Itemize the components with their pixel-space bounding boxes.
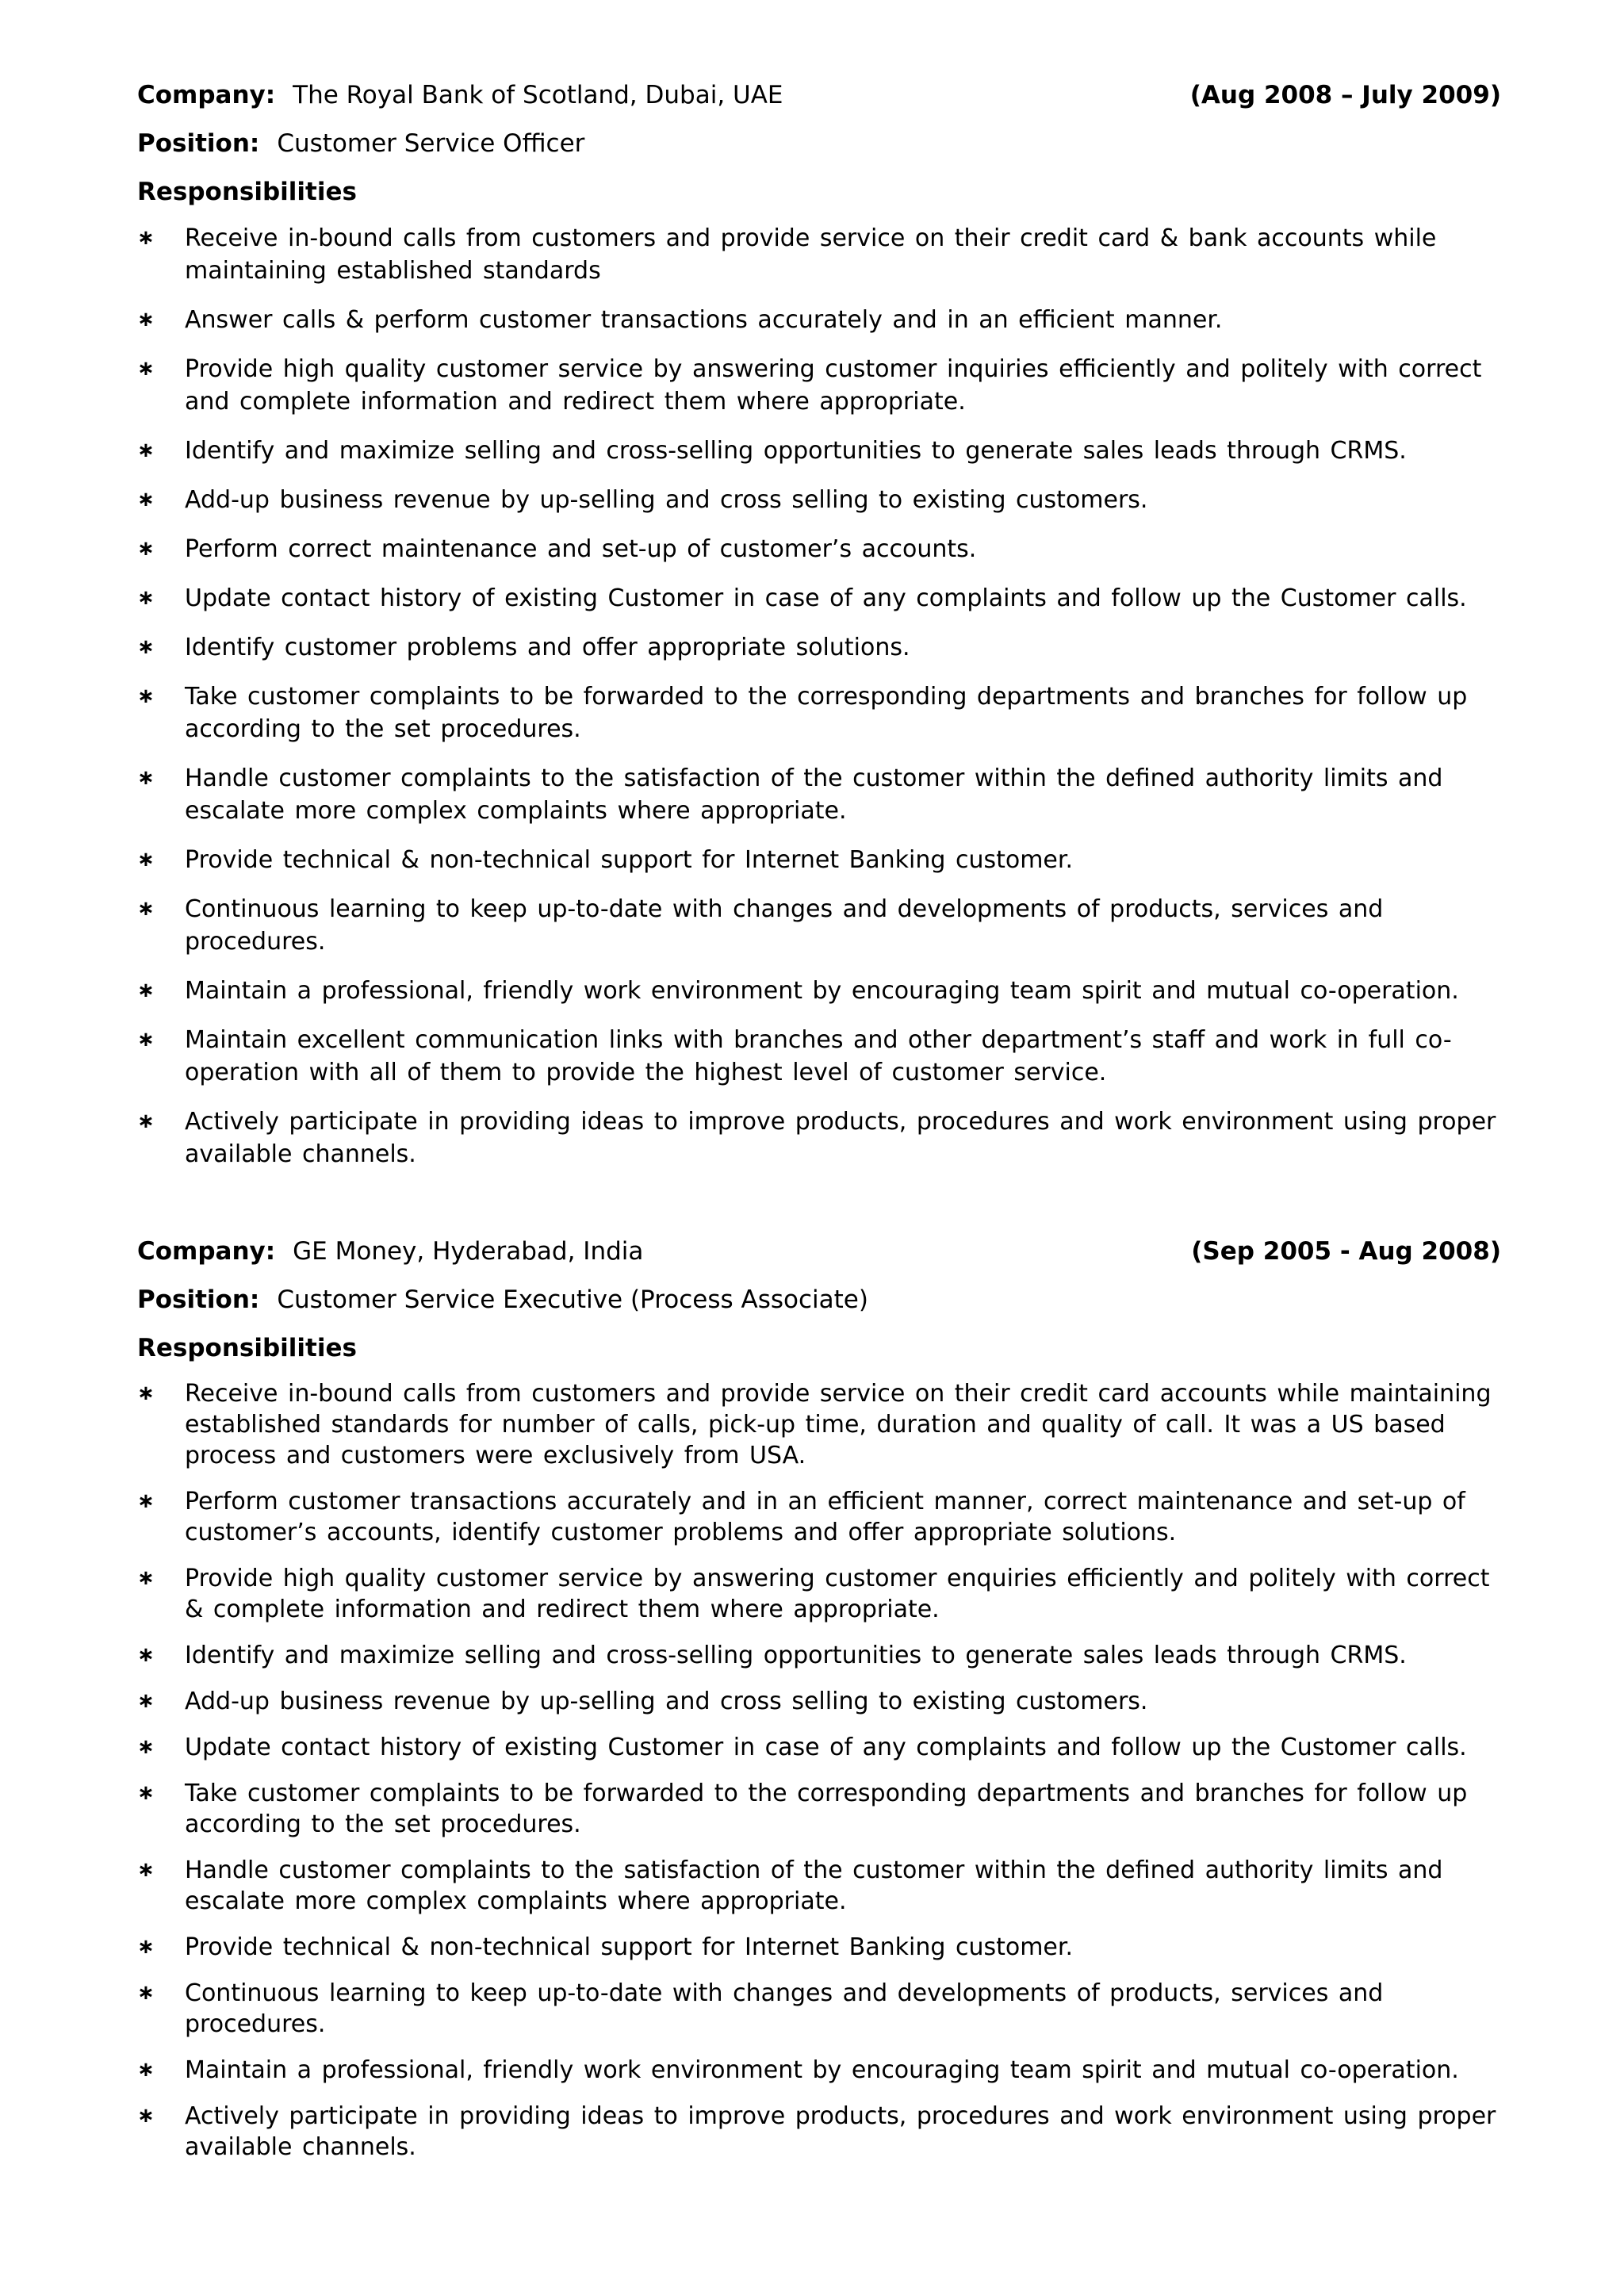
responsibility-item (137, 762, 1501, 827)
asterisk-icon: ∗ (137, 635, 155, 659)
responsibility-text: Handle customer complaints to the satisfaction of the customer within the defined authority limits and escalate more complex complaints where appropriate. (185, 764, 1443, 825)
asterisk-icon: ∗ (137, 1109, 155, 1133)
responsibility-text: Maintain a professional, friendly work environment by encouraging team spirit and mutual co-operation. (185, 977, 1459, 1005)
asterisk-icon: ∗ (137, 1028, 155, 1052)
job-section-rbs (137, 79, 1501, 1170)
asterisk-icon: ∗ (137, 439, 155, 462)
responsibility-text: Provide technical & non-technical support for Internet Banking customer. (185, 846, 1073, 874)
responsibility-item (137, 1105, 1501, 1170)
asterisk-icon: ∗ (137, 2058, 155, 2082)
responsibility-text: Identify and maximize selling and cross-selling opportunities to generate sales leads through CRMS. (185, 1642, 1407, 1669)
responsibilities-heading: Responsibilities (137, 1334, 357, 1362)
responsibility-item (137, 435, 1501, 467)
asterisk-icon: ∗ (137, 1981, 155, 2005)
responsibility-item (137, 1686, 1501, 1717)
job-section-ge-money (137, 1236, 1501, 2163)
company-label: Company: (137, 1237, 276, 1266)
responsibility-item (137, 222, 1501, 287)
responsibilities-list (137, 222, 1501, 1170)
asterisk-icon: ∗ (137, 1489, 155, 1513)
responsibility-item (137, 1978, 1501, 2040)
company-label: Company: (137, 81, 276, 109)
position-title: Customer Service Executive (Process Associate) (277, 1285, 868, 1314)
asterisk-icon: ∗ (137, 848, 155, 872)
asterisk-icon: ∗ (137, 1858, 155, 1882)
responsibility-text: Take customer complaints to be forwarded to the corresponding departments and branches for follow up according to the set procedures. (185, 683, 1468, 743)
asterisk-icon: ∗ (137, 586, 155, 610)
responsibility-text: Take customer complaints to be forwarded to the corresponding departments and branches for follow up according to the set procedures. (185, 1780, 1468, 1838)
company-row (137, 1236, 1501, 1267)
position-row (137, 1284, 1501, 1316)
responsibility-text: Receive in-bound calls from customers and provide service on their credit card & bank accounts while maintaining established standards (185, 224, 1437, 285)
responsibility-text: Identify and maximize selling and cross-selling opportunities to generate sales leads through CRMS. (185, 437, 1407, 465)
responsibility-text: Perform customer transactions accurately and in an efficient manner, correct maintenance and set-up of customer’s accounts, identify customer problems and offer appropriate solutions. (185, 1488, 1465, 1546)
company-name: The Royal Bank of Scotland, Dubai, UAE (293, 81, 783, 109)
responsibility-item (137, 631, 1501, 664)
responsibility-item (137, 893, 1501, 958)
responsibility-item (137, 1486, 1501, 1548)
responsibility-item (137, 484, 1501, 516)
asterisk-icon: ∗ (137, 357, 155, 381)
responsibility-text: Add-up business revenue by up-selling and cross selling to existing customers. (185, 486, 1148, 514)
asterisk-icon: ∗ (137, 1735, 155, 1759)
responsibility-item (137, 1640, 1501, 1671)
responsibility-item (137, 533, 1501, 565)
responsibility-item (137, 582, 1501, 615)
responsibility-text: Continuous learning to keep up-to-date with changes and developments of products, services and procedures. (185, 895, 1384, 956)
position-row (137, 128, 1501, 159)
responsibility-text: Actively participate in providing ideas to improve products, procedures and work environment using proper available channels. (185, 1108, 1496, 1168)
position-title: Customer Service Officer (277, 129, 585, 158)
responsibility-item (137, 1378, 1501, 1471)
responsibility-text: Identify customer problems and offer appropriate solutions. (185, 634, 910, 661)
asterisk-icon: ∗ (137, 1566, 155, 1590)
responsibility-item (137, 1732, 1501, 1763)
responsibility-text: Actively participate in providing ideas to improve products, procedures and work environment using proper available channels. (185, 2102, 1496, 2161)
responsibility-text: Receive in-bound calls from customers and provide service on their credit card accounts while maintaining established standards for number of calls, pick-up time, duration and quality of call. It was a US based process and customers were exclusively from USA. (185, 1380, 1492, 1469)
company-row (137, 79, 1501, 111)
responsibility-text: Continuous learning to keep up-to-date with changes and developments of products, services and procedures. (185, 1979, 1384, 2038)
responsibility-text: Provide high quality customer service by answering customer enquiries efficiently and politely with correct & complete information and redirect them where appropriate. (185, 1565, 1490, 1623)
responsibility-item (137, 2101, 1501, 2163)
responsibility-item (137, 680, 1501, 745)
responsibility-item (137, 2055, 1501, 2086)
company-name: GE Money, Hyderabad, India (293, 1237, 644, 1266)
responsibility-item (137, 1563, 1501, 1625)
employment-dates: (Sep 2005 - Aug 2008) (1191, 1237, 1501, 1266)
responsibility-item (137, 1932, 1501, 1963)
responsibility-item (137, 1024, 1501, 1089)
responsibility-text: Update contact history of existing Customer in case of any complaints and follow up the Customer calls. (185, 584, 1467, 612)
responsibilities-heading: Responsibilities (137, 178, 357, 206)
asterisk-icon: ∗ (137, 1689, 155, 1713)
employment-dates: (Aug 2008 – July 2009) (1189, 81, 1501, 109)
asterisk-icon: ∗ (137, 684, 155, 708)
responsibility-item (137, 304, 1501, 336)
responsibility-text: Provide technical & non-technical support for Internet Banking customer. (185, 1933, 1073, 1961)
responsibility-text: Provide high quality customer service by answering customer inquiries efficiently and politely with correct and complete information and redirect them where appropriate. (185, 355, 1482, 416)
responsibility-text: Answer calls & perform customer transactions accurately and in an efficient manner. (185, 306, 1223, 334)
responsibility-item (137, 353, 1501, 418)
position-label: Position: (137, 1285, 260, 1314)
responsibility-text: Add-up business revenue by up-selling and cross selling to existing customers. (185, 1688, 1148, 1715)
asterisk-icon: ∗ (137, 766, 155, 790)
responsibilities-list (137, 1378, 1501, 2163)
responsibility-item (137, 844, 1501, 876)
asterisk-icon: ∗ (137, 979, 155, 1002)
asterisk-icon: ∗ (137, 488, 155, 511)
asterisk-icon: ∗ (137, 308, 155, 331)
asterisk-icon: ∗ (137, 1935, 155, 1959)
asterisk-icon: ∗ (137, 1381, 155, 1405)
asterisk-icon: ∗ (137, 897, 155, 921)
asterisk-icon: ∗ (137, 537, 155, 561)
asterisk-icon: ∗ (137, 226, 155, 250)
responsibility-text: Maintain a professional, friendly work environment by encouraging team spirit and mutual co-operation. (185, 2056, 1459, 2084)
responsibility-item (137, 975, 1501, 1007)
asterisk-icon: ∗ (137, 1781, 155, 1805)
responsibility-text: Update contact history of existing Customer in case of any complaints and follow up the Customer calls. (185, 1734, 1467, 1761)
asterisk-icon: ∗ (137, 1643, 155, 1667)
responsibility-item (137, 1778, 1501, 1840)
position-label: Position: (137, 129, 260, 158)
asterisk-icon: ∗ (137, 2104, 155, 2128)
responsibility-text: Perform correct maintenance and set-up of customer’s accounts. (185, 535, 977, 563)
responsibility-text: Maintain excellent communication links with branches and other department’s staff and work in full co-operation with all of them to provide the highest level of customer service. (185, 1026, 1452, 1086)
responsibility-item (137, 1855, 1501, 1917)
responsibility-text: Handle customer complaints to the satisfaction of the customer within the defined authority limits and escalate more complex complaints where appropriate. (185, 1856, 1443, 1915)
